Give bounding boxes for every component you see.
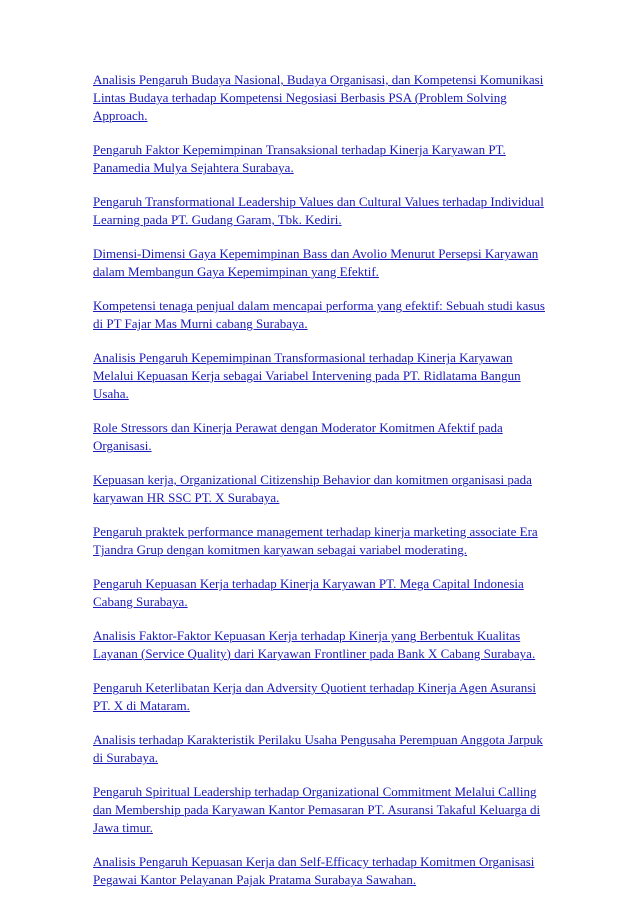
list-item (93, 575, 553, 611)
reference-link[interactable]: Analisis Pengaruh Budaya Nasional, Budaya Organisasi, dan Kompetensi Komunikasi Lintas Budaya terhadap Kompetensi Negosiasi Berbasis PSA (Problem Solving Approach. (93, 72, 544, 123)
reference-link[interactable]: Kepuasan kerja, Organizational Citizenship Behavior dan komitmen organisasi pada karyawan HR SSC PT. X Surabaya. (93, 472, 532, 505)
list-item (93, 193, 553, 229)
reference-link[interactable]: Dimensi-Dimensi Gaya Kepemimpinan Bass dan Avolio Menurut Persepsi Karyawan dalam Membangun Gaya Kepemimpinan yang Efektif. (93, 246, 539, 279)
list-item (93, 419, 553, 455)
reference-link-list (93, 71, 553, 905)
reference-link[interactable]: Analisis Faktor-Faktor Kepuasan Kerja terhadap Kinerja yang Berbentuk Kualitas Layanan (Service Quality) dari Karyawan Frontliner pada Bank X Cabang Surabaya. (93, 628, 536, 661)
list-item (93, 349, 553, 403)
list-item (93, 141, 553, 177)
reference-link[interactable]: Kompetensi tenaga penjual dalam mencapai performa yang efektif: Sebuah studi kasus di PT Fajar Mas Murni cabang Surabaya. (93, 298, 545, 331)
reference-link[interactable]: Analisis terhadap Karakteristik Perilaku Usaha Pengusaha Perempuan Anggota Jarpuk di Surabaya. (93, 732, 543, 765)
reference-link[interactable]: Analisis Pengaruh Kepuasan Kerja dan Self-Efficacy terhadap Komitmen Organisasi Pegawai Kantor Pelayanan Pajak Pratama Surabaya Sawahan. (93, 854, 535, 887)
reference-link[interactable]: Pengaruh Kepuasan Kerja terhadap Kinerja Karyawan PT. Mega Capital Indonesia Cabang Surabaya. (93, 576, 524, 609)
list-item (93, 627, 553, 663)
list-item (93, 853, 553, 889)
reference-link[interactable]: Pengaruh Faktor Kepemimpinan Transaksional terhadap Kinerja Karyawan PT. Panamedia Mulya Sejahtera Surabaya. (93, 142, 506, 175)
reference-link[interactable]: Pengaruh Keterlibatan Kerja dan Adversity Quotient terhadap Kinerja Agen Asuransi PT. X di Mataram. (93, 680, 536, 713)
list-item (93, 245, 553, 281)
list-item (93, 71, 553, 125)
list-item (93, 679, 553, 715)
reference-link[interactable]: Pengaruh praktek performance management terhadap kinerja marketing associate Era Tjandra Grup dengan komitmen karyawan sebagai variabel moderating. (93, 524, 538, 557)
list-item (93, 731, 553, 767)
list-item (93, 783, 553, 837)
reference-link[interactable]: Pengaruh Transformational Leadership Values dan Cultural Values terhadap Individual Learning pada PT. Gudang Garam, Tbk. Kediri. (93, 194, 544, 227)
list-item (93, 471, 553, 507)
list-item (93, 297, 553, 333)
reference-link[interactable]: Analisis Pengaruh Kepemimpinan Transformasional terhadap Kinerja Karyawan Melalui Kepuasan Kerja sebagai Variabel Intervening pada PT. Ridlatama Bangun Usaha. (93, 350, 521, 401)
reference-link[interactable]: Pengaruh Spiritual Leadership terhadap Organizational Commitment Melalui Calling dan Membership pada Karyawan Kantor Pemasaran PT. Asuransi Takaful Keluarga di Jawa timur. (93, 784, 541, 835)
reference-link[interactable]: Role Stressors dan Kinerja Perawat dengan Moderator Komitmen Afektif pada Organisasi. (93, 420, 503, 453)
list-item (93, 523, 553, 559)
